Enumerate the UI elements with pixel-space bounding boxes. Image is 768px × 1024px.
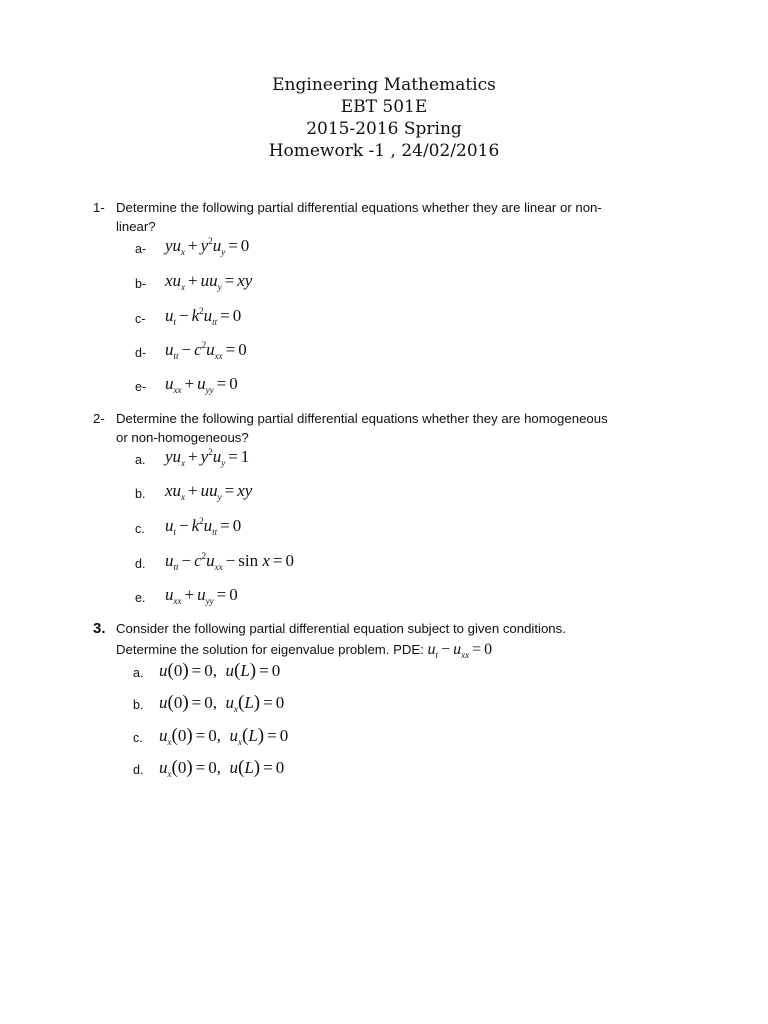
q2-number: 2-: [93, 411, 105, 426]
q2-text-line1: Determine the following partial differential equations whether they are homogeneous: [116, 411, 608, 426]
q3-text-line2: [116, 641, 492, 660]
equation: $u_{xx} + u_{yy} = 0$: [165, 585, 238, 606]
boundary-conditions: $u_x(0) = 0$, $u_x(L) = 0$: [159, 725, 289, 747]
equation: $xu_x + uu_y$ = xy: [165, 271, 253, 292]
item-label: c-: [135, 312, 146, 326]
q1-number: 1-: [93, 200, 105, 215]
equation: $u_{xx} + u_{yy} = 0$: [165, 374, 238, 395]
equation: $xu_x + uu_y$ = xy: [165, 481, 253, 502]
equation: $u_{tt} - c^2u_{xx} - \sin x = 0$: [165, 551, 294, 572]
item-label: a-: [135, 242, 147, 256]
equation: $u_{tt} - c^2u_{xx} = 0$: [165, 340, 247, 361]
q1-text-line1: Determine the following partial differential equations whether they are linear or non-: [116, 200, 602, 215]
item-label: b.: [135, 487, 146, 501]
item-label: c.: [133, 731, 143, 745]
item-label: c.: [135, 522, 145, 536]
equation: $u_t - k^2u_{tt} = 0$: [165, 516, 242, 537]
homework-title: Homework -1 , 24/02/2016: [268, 141, 500, 161]
course-title: Engineering Mathematics: [272, 75, 496, 95]
q3-text-line1: Consider the following partial differential equation subject to given conditions.: [116, 621, 566, 636]
equation: $u_t - k^2u_{tt} = 0$: [165, 306, 242, 327]
item-label: e.: [135, 591, 146, 605]
item-label: b-: [135, 277, 147, 291]
equation: $yu_x + y^2u_y = 1$: [165, 447, 250, 468]
pde-equation: $u_t - u_{xx} = 0$: [427, 641, 493, 660]
q1-text-line2: linear?: [116, 219, 156, 234]
boundary-conditions: $u_x(0) = 0$, u(L) = 0: [159, 757, 285, 779]
item-label: e-: [135, 380, 147, 394]
item-label: d.: [133, 763, 144, 777]
q3-number: 3.: [93, 620, 106, 637]
document-header: [0, 74, 768, 162]
item-label: d-: [135, 346, 147, 360]
q3-text-line2-label: Determine the solution for eigenvalue problem. PDE:: [116, 642, 424, 657]
equation: $yu_x + y^2u_y = 0$: [165, 236, 250, 257]
term: 2015-2016 Spring: [306, 119, 462, 139]
course-code: EBT 501E: [340, 97, 428, 117]
item-label: a.: [133, 666, 144, 680]
item-label: b.: [133, 698, 144, 712]
boundary-conditions: u(0) = 0, u(L) = 0: [159, 660, 281, 681]
item-label: d.: [135, 557, 146, 571]
q2-text-line2: or non-homogeneous?: [116, 430, 249, 445]
boundary-conditions: u(0) = 0, $u_x(L) = 0$: [159, 692, 285, 714]
item-label: a.: [135, 453, 146, 467]
